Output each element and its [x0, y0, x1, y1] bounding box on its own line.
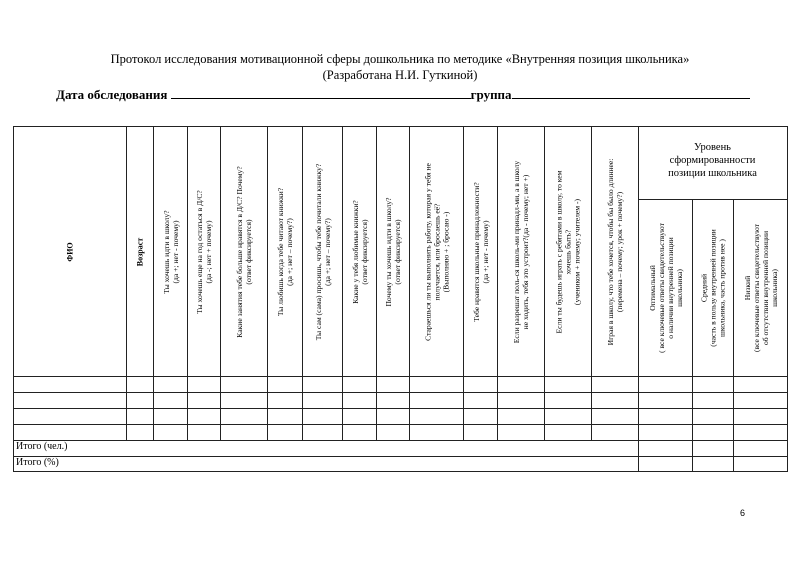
table-cell[interactable]: [343, 425, 376, 440]
header-q9: [464, 127, 497, 376]
header-text: [66, 242, 75, 261]
table-cell[interactable]: [545, 409, 591, 424]
level-title-line: сформированности: [669, 155, 756, 166]
table-cell[interactable]: [188, 393, 220, 408]
table-cell[interactable]: [154, 393, 187, 408]
table-cell[interactable]: [268, 425, 302, 440]
header-text: [512, 160, 530, 342]
header-q12: [592, 127, 638, 376]
table-cell[interactable]: [545, 425, 591, 440]
table-cell[interactable]: [693, 377, 733, 392]
table-cell[interactable]: [188, 425, 220, 440]
header-line: Если разрешат поль-ся школь-ми принадл-ми, а в школу: [512, 160, 521, 343]
header-text: [384, 197, 402, 306]
table-cell[interactable]: [188, 409, 220, 424]
header-line: Какие у тебя любимые книжки?: [350, 199, 360, 304]
header-line: Играя в школу, что тебе хочется, чтобы бы было длиннее:: [606, 158, 615, 345]
header-line: Если ты будешь играть с ребятами в школу, то кем: [554, 170, 564, 333]
date-label: Дата обследования: [56, 87, 168, 102]
table-cell[interactable]: [734, 377, 787, 392]
header-text: [195, 190, 213, 314]
header-line: (часть в пользу внутренней позиции: [708, 229, 718, 347]
group-label: группа: [470, 87, 512, 102]
header-text: [606, 158, 624, 345]
header-line: об отсутствии внутренней позиции: [760, 230, 770, 346]
table-cell[interactable]: [14, 393, 126, 408]
table-cell[interactable]: [377, 409, 409, 424]
header-fio: [14, 127, 126, 376]
table-cell[interactable]: [303, 377, 342, 392]
table-cell[interactable]: [154, 409, 187, 424]
header-line: (ответ фиксируется): [359, 218, 369, 285]
level-group-title: [638, 141, 787, 180]
header-line: Оптимальный: [647, 265, 657, 311]
table-cell[interactable]: [410, 409, 463, 424]
table-cell[interactable]: [268, 377, 302, 392]
header-line: (да +; нет - почему): [170, 219, 180, 284]
table-cell[interactable]: [545, 393, 591, 408]
header-line: (да +; нет – почему?): [285, 217, 294, 286]
header-line: Низкий: [742, 275, 752, 301]
header-line: хочешь быть?: [563, 229, 573, 274]
header-line: Ты хочешь еще на год остаться в Д/С?: [195, 189, 204, 314]
header-level-optimal: [639, 200, 692, 376]
header-line: (Выполняю + ; бросаю -): [441, 211, 450, 292]
table-cell[interactable]: [410, 393, 463, 408]
header-line: школьника, часть против нее ): [717, 239, 727, 337]
table-border: [787, 126, 788, 472]
table-cell[interactable]: [410, 377, 463, 392]
table-cell[interactable]: [221, 377, 267, 392]
header-line: Тебе нравятся школьные принадлежности?: [471, 181, 481, 322]
table-cell[interactable]: [693, 393, 733, 408]
header-q2: [188, 127, 220, 376]
header-text: [162, 210, 180, 293]
table-cell[interactable]: [592, 393, 638, 408]
header-text: [423, 163, 450, 341]
table-cell[interactable]: [221, 425, 267, 440]
header-line: (перемена – почему; урок + почему?): [615, 191, 624, 312]
table-cell[interactable]: [639, 377, 692, 392]
table-cell[interactable]: [303, 425, 342, 440]
header-line: не ходить, тебя это устроит?(да - почему; нет +): [521, 174, 530, 329]
header-q1: [154, 127, 187, 376]
table-cell[interactable]: [464, 425, 497, 440]
table-cell[interactable]: [303, 409, 342, 424]
table-cell[interactable]: [498, 425, 544, 440]
header-text: [555, 170, 582, 333]
table-cell[interactable]: [592, 409, 638, 424]
header-line: Средний: [699, 273, 709, 303]
table-cell[interactable]: [592, 425, 638, 440]
header-line: Ты хочешь идти в школу?: [161, 209, 171, 294]
table-cell[interactable]: [127, 425, 153, 440]
table-cell[interactable]: [498, 409, 544, 424]
protocol-title: Протокол исследования мотивационной сферы дошкольника по методике «Внутренняя позиция школьника»: [110, 52, 690, 66]
header-line: Ты сам (сама) просишь, чтобы тебе почитали книжку?: [313, 163, 323, 340]
table-cell[interactable]: [188, 377, 220, 392]
level-title-line: Уровень: [694, 142, 731, 153]
header-line: Почему ты хочешь идти в школу?: [384, 196, 393, 307]
protocol-subtitle: (Разработана Н.И. Гуткиной): [322, 68, 478, 82]
header-q7: [377, 127, 409, 376]
table-cell[interactable]: [127, 377, 153, 392]
header-q10: [498, 127, 544, 376]
table-cell[interactable]: [464, 377, 497, 392]
header-line: (ответ фиксируется): [244, 218, 253, 285]
header-line: Стараешься ли ты выполнить работу, которая у тебя не: [423, 162, 432, 341]
table-cell[interactable]: [734, 409, 787, 424]
level-title-line: позиции школьника: [668, 168, 757, 179]
header-text: [136, 237, 145, 265]
header-line: о наличии внутренней позиции: [665, 237, 675, 339]
header-line: (все ключевые ответы свидетельствуют: [751, 224, 761, 352]
table-cell[interactable]: [377, 377, 409, 392]
table-cell[interactable]: [410, 425, 463, 440]
header-q11: [545, 127, 591, 376]
total-count-label: Итого (чел.): [16, 441, 68, 452]
header-q3: [221, 127, 267, 376]
header-q5: [303, 127, 342, 376]
row-divider: [13, 471, 788, 472]
header-line: Ты любишь когда тебе читают книжки?: [276, 187, 285, 316]
header-line: (да +; нет – почему?): [322, 217, 332, 286]
table-cell[interactable]: [639, 409, 692, 424]
table-cell[interactable]: [377, 393, 409, 408]
table-cell[interactable]: [343, 393, 376, 408]
table-cell[interactable]: [693, 409, 733, 424]
row-divider: [13, 456, 788, 457]
table-cell[interactable]: [14, 409, 126, 424]
table-cell[interactable]: [343, 377, 376, 392]
table-cell[interactable]: [268, 409, 302, 424]
table-cell[interactable]: [268, 393, 302, 408]
table-cell[interactable]: [498, 377, 544, 392]
table-cell[interactable]: [377, 425, 409, 440]
table-cell[interactable]: [734, 393, 787, 408]
header-level-low: [734, 200, 787, 376]
table-cell[interactable]: [639, 425, 692, 440]
table-cell[interactable]: [734, 425, 787, 440]
header-line: (ответ фиксируется): [393, 218, 402, 285]
header-line: Какие занятия тебе больше нравятся в Д/С? Почему?: [235, 165, 244, 338]
row-divider: [13, 440, 788, 441]
header-line: школьника): [769, 269, 779, 307]
table-cell[interactable]: [154, 377, 187, 392]
header-q8: [410, 127, 463, 376]
table-cell[interactable]: [14, 425, 126, 440]
header-level-medium: [693, 200, 733, 376]
table-cell[interactable]: [221, 393, 267, 408]
table-cell[interactable]: [127, 409, 153, 424]
table-cell[interactable]: [343, 409, 376, 424]
header-line: ( все ключевые ответы свидетельствуют: [656, 223, 666, 353]
header-text: [351, 200, 369, 304]
table-cell[interactable]: [592, 377, 638, 392]
header-line: школьника): [674, 269, 684, 307]
header-q6: [343, 127, 376, 376]
header-text: [472, 182, 490, 321]
header-line: (да +; нет - почему): [480, 219, 490, 284]
table-cell[interactable]: [14, 377, 126, 392]
table-cell[interactable]: [154, 425, 187, 440]
table-cell[interactable]: [464, 409, 497, 424]
table-cell[interactable]: [693, 425, 733, 440]
header-line: Возраст: [135, 237, 145, 266]
table-cell[interactable]: [127, 393, 153, 408]
header-age: [127, 127, 153, 376]
table-cell[interactable]: [639, 393, 692, 408]
page-number: 6: [740, 508, 746, 518]
header-text: [743, 224, 779, 352]
header-text: [276, 187, 294, 315]
header-text: [235, 166, 253, 337]
header-line: (да -; нет + почему): [204, 219, 213, 284]
table-cell[interactable]: [464, 393, 497, 408]
header-line: ФИО: [65, 241, 75, 262]
header-line: (учеником + почему; учителем -): [572, 198, 582, 305]
header-q4: [268, 127, 302, 376]
table-cell[interactable]: [498, 393, 544, 408]
table-cell[interactable]: [545, 377, 591, 392]
header-line: получается, или бросаешь её?: [432, 203, 441, 300]
table-cell[interactable]: [303, 393, 342, 408]
header-text: [648, 223, 684, 353]
total-percent-label: Итого (%): [16, 457, 59, 468]
header-text: [700, 229, 727, 346]
header-text: [314, 163, 332, 339]
table-cell[interactable]: [221, 409, 267, 424]
